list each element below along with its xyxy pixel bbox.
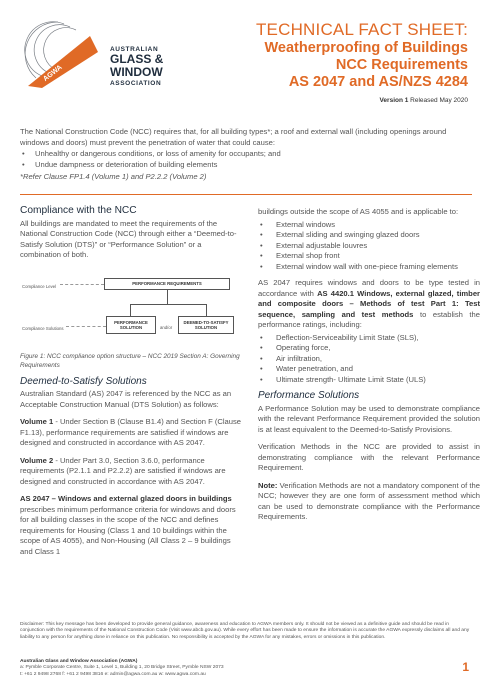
- dts-heading: Deemed-to-Satisfy Solutions: [20, 375, 147, 387]
- logo-badge: AGWA: [42, 64, 64, 83]
- list-item: • Deflection-Serviceability Limit State (SLS),: [258, 333, 480, 344]
- as2047-paragraph: [20, 494, 242, 557]
- intro-text: The National Construction Code (NCC) requires that, for all building types*; a roof and external wall (including openings around windows and doors) must prevent the penetration of water that could cause:: [20, 127, 447, 147]
- agwa-logo: [20, 18, 170, 90]
- applicable-list: [258, 220, 480, 273]
- figure-caption: [20, 352, 242, 370]
- test-pre: AS 2047 requires windows and doors to be type tested in accordance with: [258, 278, 480, 298]
- note-text: Verification Methods are not a mandatory component of the NCC; however they are one form of assessment method which can be used to demonstrate compliance with the Performance Requirements.: [258, 480, 480, 521]
- doc-type: TECHNICAL FACT SHEET:: [255, 20, 468, 39]
- list-item: • Air infiltration,: [258, 354, 480, 365]
- list-item: • External windows: [258, 220, 480, 231]
- note-label: Note:: [258, 480, 278, 490]
- intro-section: [20, 127, 472, 183]
- compliance-heading: Compliance with the NCC: [20, 205, 137, 216]
- diagram-connector: [130, 304, 131, 316]
- footer-address: a: Pymble Corporate Centre, Suite 1, Level 1, Building 1, 20 Bridge Street, Pymble NSW 2073: [20, 665, 224, 671]
- dts-paragraph: Australian Standard (AS) 2047 is referenced by the NCC as an Acceptable Construction Manual (DTS Solution) as follows:: [20, 389, 232, 409]
- caption-text: : NCC compliance option structure – NCC 2019 Section A: Governing Requirements: [20, 352, 240, 369]
- diagram-connector: [206, 304, 207, 316]
- ratings-list: [258, 333, 480, 386]
- version-line: [178, 97, 468, 104]
- volume2-label: Volume 2: [20, 455, 54, 465]
- list-item: • Unhealthy or dangerous conditions, or loss of amenity for occupants; and: [20, 149, 472, 160]
- logo-line2: GLASS &: [110, 52, 164, 66]
- diagram-connector: [167, 290, 168, 304]
- section-divider: [20, 194, 472, 195]
- volume1-paragraph: [20, 417, 242, 449]
- header: [178, 20, 468, 104]
- logo-line1: AUSTRALIAN: [110, 46, 159, 53]
- continued-paragraph: buildings outside the scope of AS 4055 and is applicable to:: [258, 207, 459, 216]
- list-item: • Ultimate strength- Ultimate Limit State (ULS): [258, 375, 480, 386]
- list-item: • External window wall with one-piece framing elements: [258, 262, 480, 273]
- compliance-diagram: [20, 268, 242, 348]
- list-item: • External shop front: [258, 251, 480, 262]
- dts-solution-box: DEEMED-TO-SATISFY SOLUTION: [178, 316, 234, 334]
- test-standard: AS 4420.1 Windows, external glazed, timber and composite doors – Methods of test Part 1: Test sequence, sampling and test methods: [258, 288, 481, 319]
- test-paragraph: [258, 278, 480, 331]
- footer: [20, 659, 440, 678]
- andor-label: and/or: [160, 324, 173, 330]
- caption-label: Figure 1: [20, 352, 44, 360]
- list-item: • Water penetration, and: [258, 364, 480, 375]
- title-line1: Weatherproofing of Buildings: [264, 40, 468, 56]
- test-post: to establish the performance ratings, including:: [258, 309, 480, 329]
- intro-bullets: [20, 149, 472, 170]
- volume2-paragraph: [20, 456, 242, 488]
- logo-line3: WINDOW: [110, 65, 163, 79]
- list-item: • Undue dampness or deterioration of building elements: [20, 160, 472, 171]
- performance-solution-box: PERFORMANCE SOLUTION: [106, 316, 156, 334]
- left-column: [20, 206, 242, 564]
- right-column: [258, 207, 480, 530]
- volume1-label: Volume 1: [20, 417, 54, 426]
- footer-org: Australian Glass and Window Association (AGWA): [20, 659, 138, 664]
- diagram-connector: [130, 304, 206, 305]
- page-number: 1: [462, 660, 469, 674]
- list-item: • Operating force,: [258, 343, 480, 354]
- note-paragraph: [258, 481, 480, 523]
- version-date: Released May 2020: [410, 97, 468, 104]
- disclaimer: Disclaimer: This key message has been developed to provide general guidance, awareness and education to AGWA members only. It should not be viewed as a definitive guide and should be read in conjunction with the requirements of the National Construction Code (Visit www.abcb.gov.au). While every effort has been made to ensure the information is accurate the AGWA expressly disclaims all and any liability to any person for anything done in reliance on this publication. No responsibility is accepted by the AGWA for any mistakes, errors or omissions in this publication.: [20, 622, 470, 640]
- ps-heading: Performance Solutions: [258, 390, 360, 401]
- compliance-level-label: Compliance Level: [22, 283, 57, 289]
- list-item: • External adjustable louvres: [258, 241, 480, 252]
- as2047-label: AS 2047 – Windows and external glazed doors in buildings: [20, 494, 232, 503]
- footer-contact: t: +61 2 9498 2768 f: +61 2 9498 3816 e: admin@agwa.com.au w: www.agwa.com.au: [20, 671, 206, 677]
- performance-requirements-box: PERFORMANCE REQUIREMENTS: [104, 278, 230, 290]
- ps-paragraph-2: Verification Methods in the NCC are provided to assist in demonstrating compliance with the relevant Performance Requirement.: [258, 442, 480, 472]
- title-line2: NCC Requirements: [335, 57, 468, 73]
- as2047-text: prescribes minimum performance criteria for windows and doors for all building classes in the scope of the NCC and defines requirements for Housing (Class 1 and 10 buildings within the scope of AS 4055), and Non-Housing (All Class 2 – 9 buildings and Class 1: [20, 504, 236, 556]
- intro-note: *Refer Clause FP1.4 (Volume 1) and P2.2.2 (Volume 2): [20, 172, 207, 182]
- diagram-dashed-line: [60, 284, 104, 285]
- list-item: • External sliding and swinging glazed doors: [258, 230, 480, 241]
- volume2-text: - Under Part 3.0, Section 3.6.0, performance requirements (P2.1.1 and P2.2.2) are satisfied if windows are designed and constructed in accordance with AS 2047.: [20, 455, 226, 486]
- logo-line4: ASSOCIATION: [110, 80, 162, 87]
- compliance-paragraph: All buildings are mandated to meet the requirements of the National Construction Code (NCC) through either a “Deemed-to-Satisfy Solution (DTS)” or “Performance Solution” or a combination of both.: [20, 218, 237, 259]
- volume1-text: - Under Section B (Clause B1.4) and Section F (Clause F1.13), performance requirements are satisfied if windows are designed and constructed in accordance with AS 2047.: [20, 417, 242, 447]
- compliance-solutions-label: Compliance Solutions: [22, 325, 64, 331]
- title-line3: AS 2047 and AS/NZS 4284: [288, 74, 468, 90]
- version-label: Version 1: [379, 97, 409, 104]
- ps-paragraph-1: A Performance Solution may be used to demonstrate compliance with the relevant Performance Requirement provided the solution is at least equivalent to the Deemed-to-Satisfy Provisions.: [258, 403, 480, 434]
- diagram-dashed-line: [66, 326, 106, 327]
